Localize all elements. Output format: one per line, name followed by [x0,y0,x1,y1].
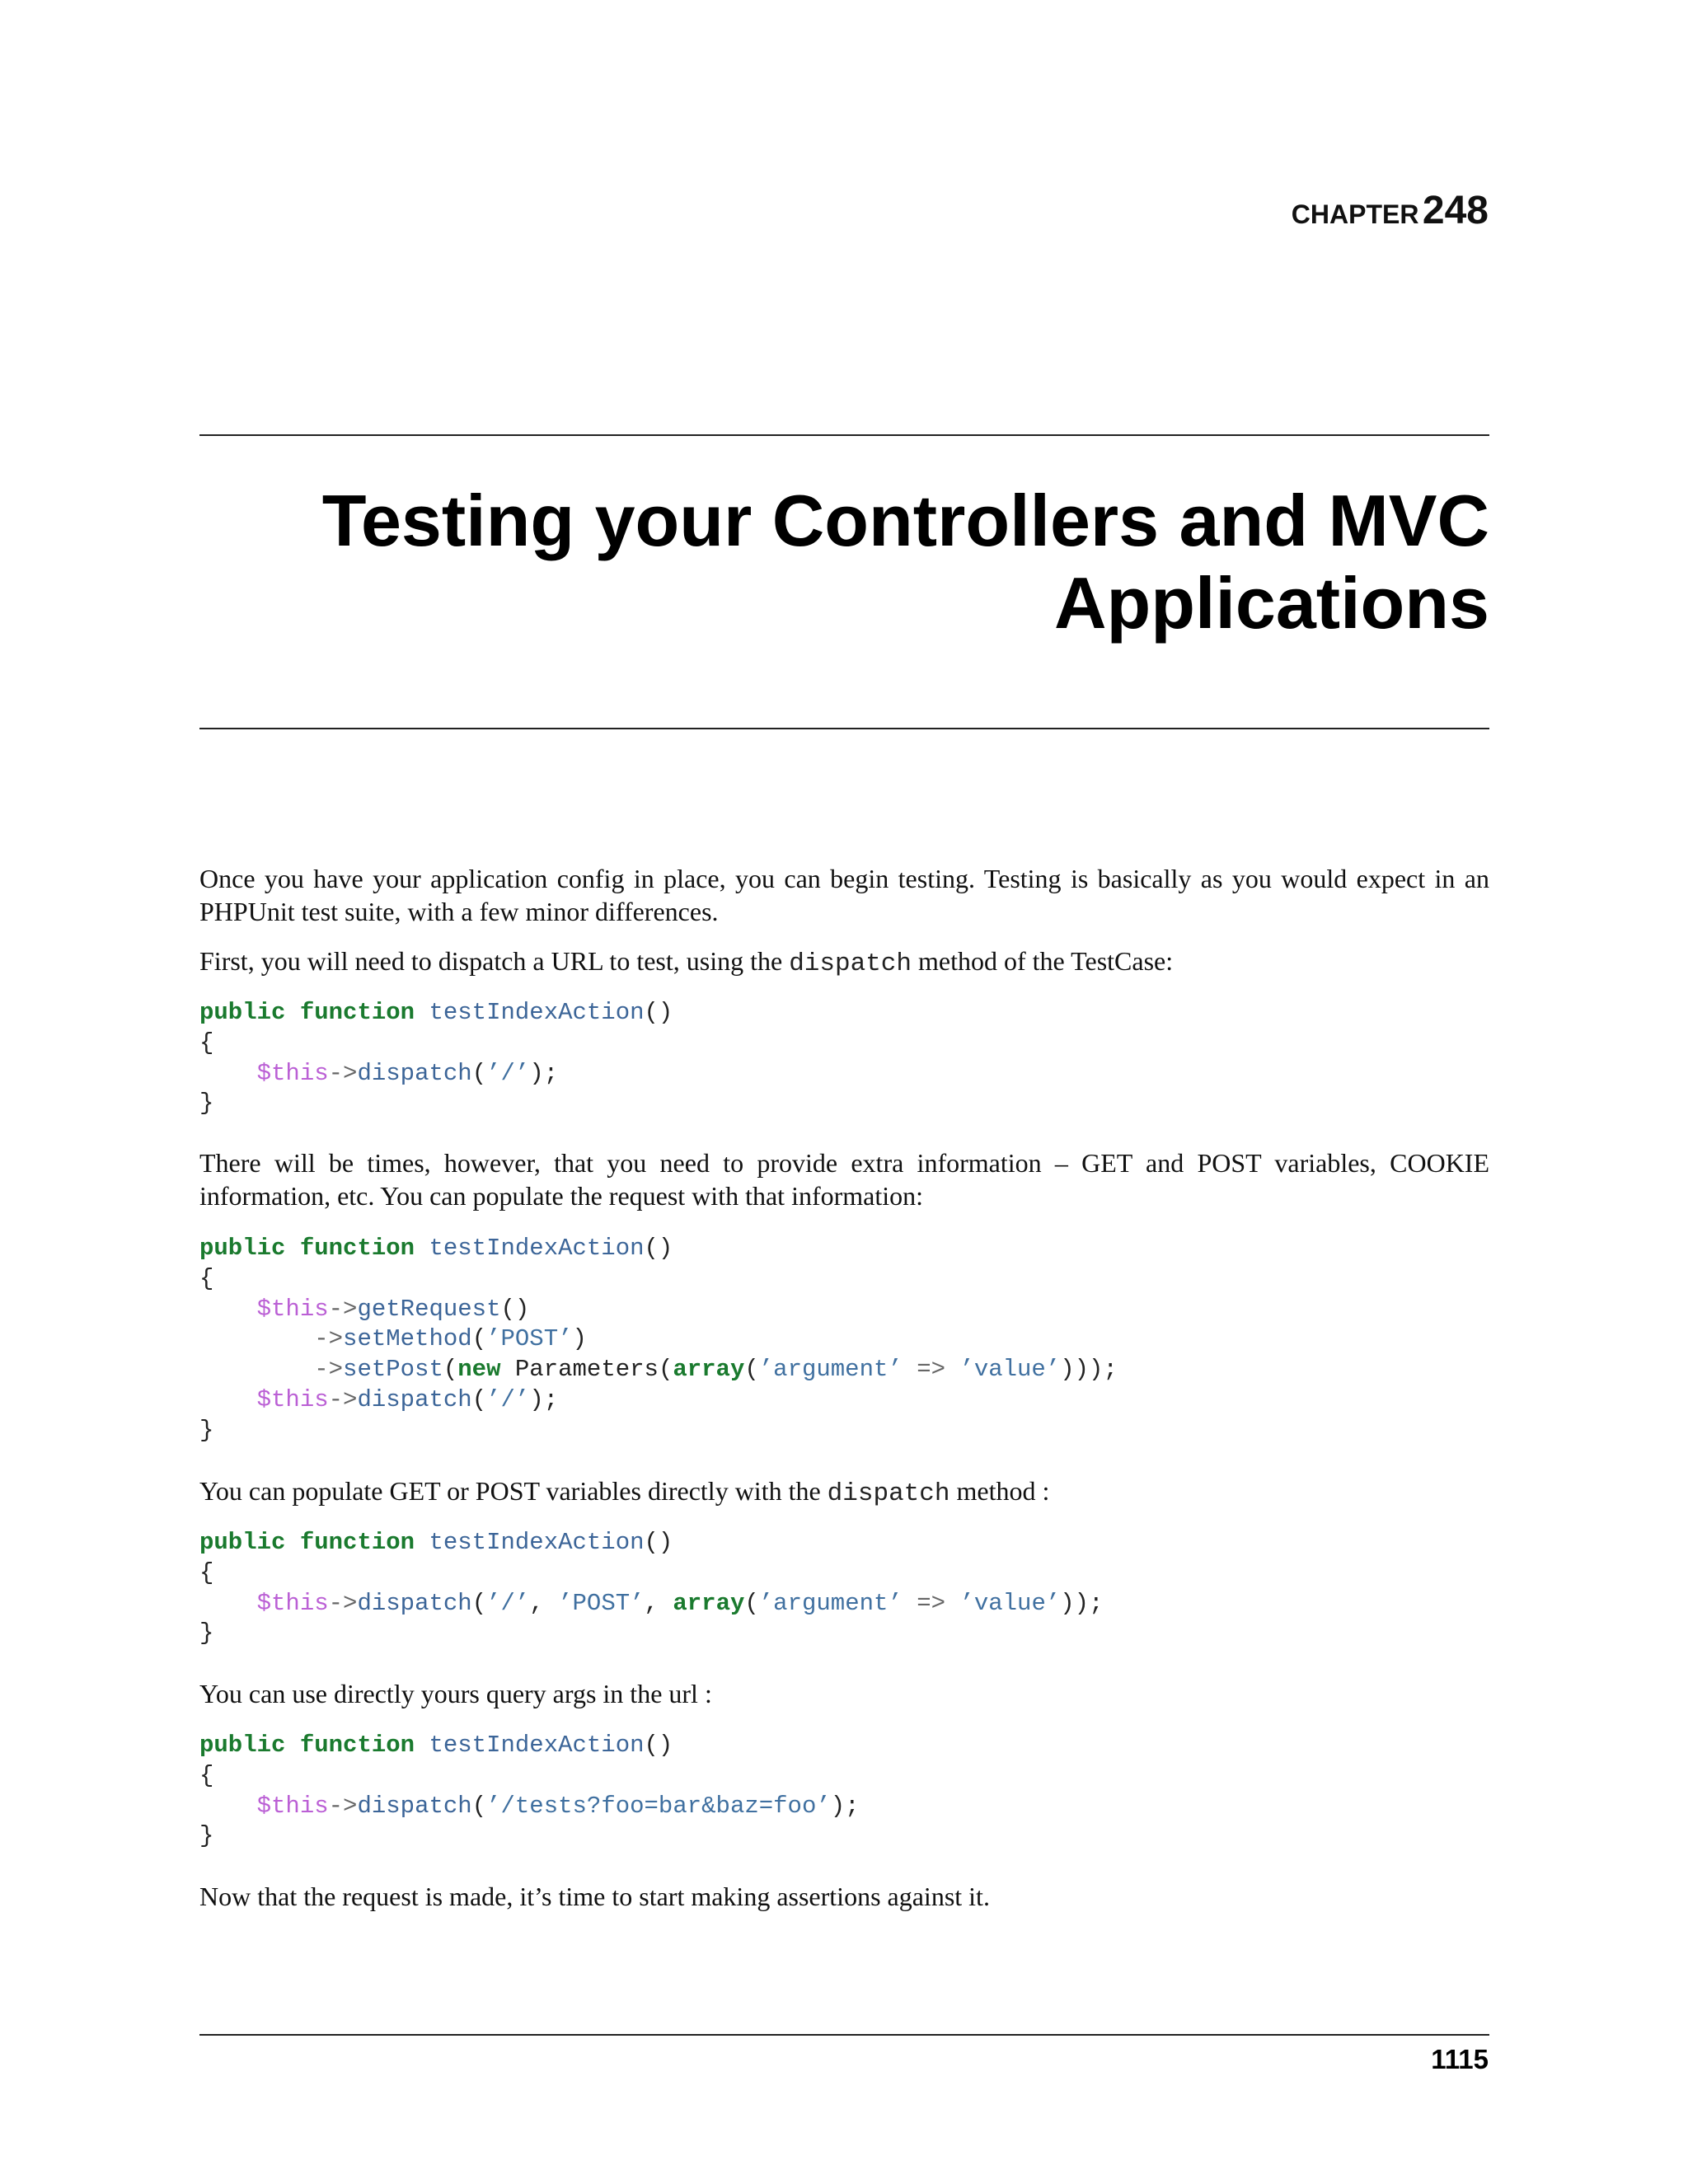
code-token-fn-name: testIndexAction [429,1235,645,1262]
code-block-dispatch-post: public function testIndexAction() { $this->dispatch(’/’, ’POST’, array(’argument’ => ’value’)); } [199,1529,1104,1647]
extra-info-paragraph: There will be times, however, that you need to provide extra information – GET and POST variables, COOKIE information, etc. You can populate the request with that information: [199,1148,1489,1211]
code-token-fat-arrow: => [917,1589,946,1617]
code-token-arrow: -> [328,1385,358,1413]
code-token-s-slash: ’/’ [486,1385,530,1413]
code-token-s-slash: ’/’ [486,1589,530,1617]
code-token-kw-function: function [299,1732,415,1759]
code-token-arrow: -> [328,1059,358,1087]
chapter-label [1292,188,1489,233]
dispatch-paragraph [199,944,1489,981]
intro-paragraph: Once you have your application config in place, you can begin testing. Testing is basically as you would expect in an PHPUnit test suite, with a few minor differences. [199,864,1489,926]
footer-rule [199,2034,1489,2036]
code-token-var-this: $this [256,1589,329,1617]
chapter-word: CHAPTER [1291,199,1419,229]
code-token-fn-name: testIndexAction [429,1529,645,1556]
page-number: 1115 [1431,2044,1489,2074]
code-token-m-dispatch: dispatch [357,1589,472,1617]
code-token-m-setMethod: setMethod [343,1325,472,1353]
chapter-title [199,480,1489,644]
code-token-s-value: ’value’ [959,1356,1061,1384]
code-block-dispatch: public function testIndexAction() { $this->dispatch(’/’); } [199,999,673,1118]
get-post-paragraph [199,1474,1489,1511]
code-token-var-this: $this [256,1059,329,1087]
chapter-number: 248 [1422,189,1489,232]
code-token-fn-name: testIndexAction [429,1732,645,1759]
code-token-s-value: ’value’ [959,1589,1061,1617]
code-token-s-argument: ’argument’ [758,1356,903,1384]
code-token-kw-function: function [299,1235,415,1262]
code-token-kw-function: function [299,1529,415,1556]
code-token-kw-public: public [199,1529,286,1556]
code-token-kw-public: public [199,1235,286,1262]
code-token-var-this: $this [256,1385,329,1413]
code-token-arrow: -> [314,1325,344,1353]
code-token-m-getRequest: getRequest [357,1295,501,1323]
chapter-title-line-2: Applications [1053,562,1489,644]
code-token-s-query-url: ’/tests?foo=bar&baz=foo’ [486,1792,831,1820]
code-token-kw-new: new [457,1356,501,1384]
code-token-var-this: $this [256,1792,329,1820]
code-token-s-slash: ’/’ [486,1059,530,1087]
code-token-arrow: -> [314,1356,344,1384]
code-token-m-dispatch: dispatch [357,1792,472,1820]
code-token-arrow: -> [328,1792,358,1820]
code-token-s-argument: ’argument’ [758,1589,903,1617]
conclusion-paragraph: Now that the request is made, it’s time to start making assertions against it. [199,1882,990,1911]
title-bottom-rule [199,728,1489,729]
code-token-s-post: ’POST’ [486,1325,573,1353]
dispatch-paragraph-text-after: method of the TestCase: [912,946,1174,976]
code-block-query: public function testIndexAction() { $this->dispatch(’/tests?foo=bar&baz=foo’); } [199,1732,860,1850]
code-token-kw-function: function [299,999,415,1026]
code-token-m-dispatch: dispatch [357,1385,472,1413]
inline-code-dispatch: dispatch [789,949,912,978]
get-post-paragraph-text-after: method : [950,1476,1050,1506]
code-token-var-this: $this [256,1295,329,1323]
code-token-kw-public: public [199,999,286,1026]
code-token-kw-array: array [673,1356,745,1384]
code-token-arrow: -> [328,1589,358,1617]
code-token-fn-name: testIndexAction [429,999,645,1026]
chapter-title-line-1: Testing your Controllers and MVC [321,480,1489,561]
code-token-m-setPost: setPost [343,1356,443,1384]
code-token-kw-array: array [673,1589,745,1617]
code-token-s-post: ’POST’ [558,1589,645,1617]
code-token-m-dispatch: dispatch [357,1059,472,1087]
get-post-paragraph-text-before: You can populate GET or POST variables directly with the [199,1476,828,1506]
title-top-rule [199,434,1489,436]
dispatch-paragraph-text-before: First, you will need to dispatch a URL to test, using the [199,946,790,976]
code-token-cls-parameters: Parameters [514,1356,659,1384]
code-token-arrow: -> [328,1295,358,1323]
query-args-paragraph: You can use directly yours query args in the url : [199,1679,712,1708]
code-block-request: public function testIndexAction() { $this->getRequest() ->setMethod(’POST’) ->setPost(new Parameters(array(’argument’ => ’value’))); $this->dispatch(’/’); } [199,1235,1118,1444]
code-token-fat-arrow: => [917,1356,946,1384]
inline-code-dispatch-2: dispatch [827,1479,950,1508]
code-token-kw-public: public [199,1732,286,1759]
